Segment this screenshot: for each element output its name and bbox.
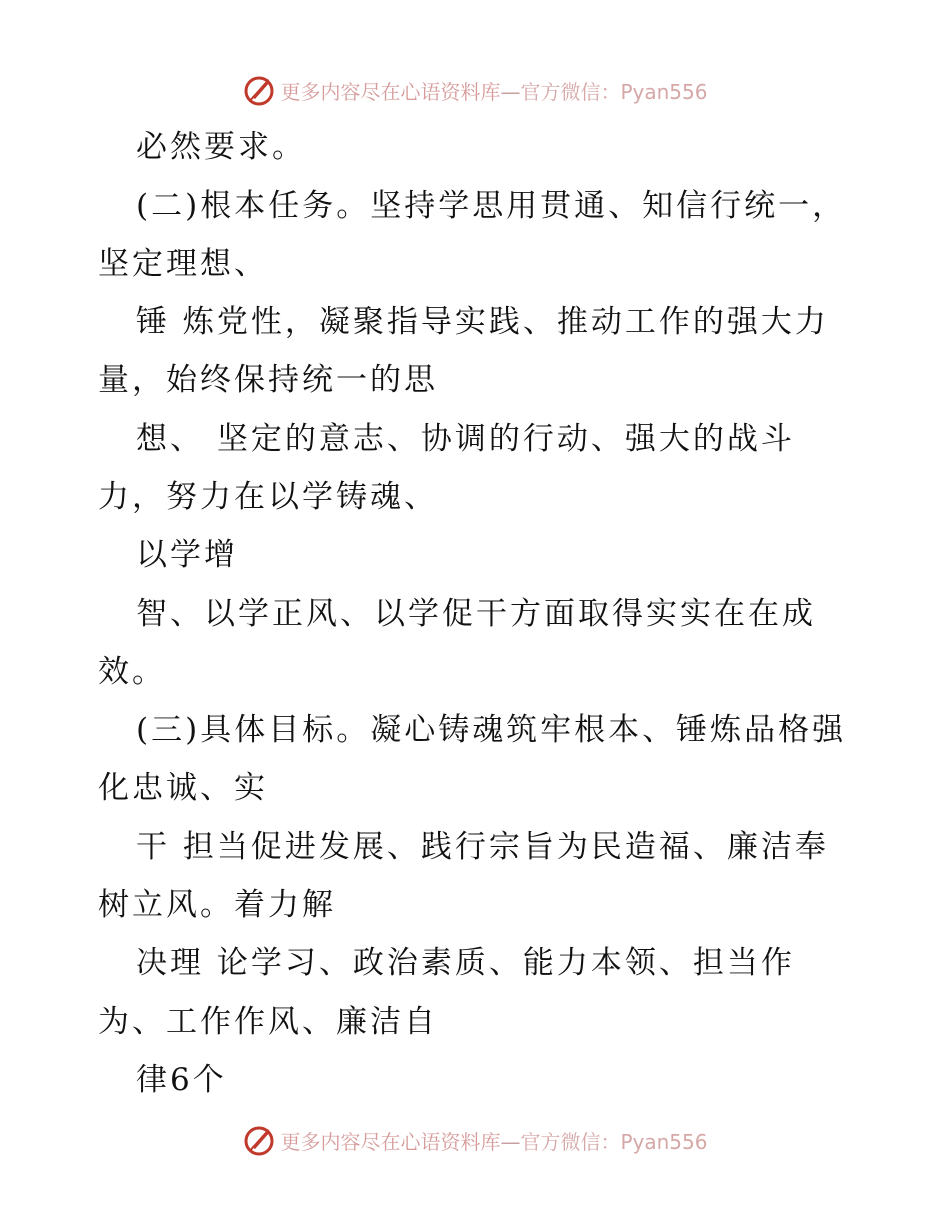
body-line: 力，努力在以学铸魂、 xyxy=(98,479,438,515)
watermark-separator: — xyxy=(500,1129,521,1154)
body-line: (三)具体目标。凝心铸魂筑牢根本、锤炼品格强 xyxy=(136,712,847,748)
body-line: 树立风。着力解 xyxy=(98,887,336,923)
watermark-account: 官方微信：Pyan556 xyxy=(520,79,708,104)
body-line: 量，始终保持统一的思 xyxy=(98,362,438,398)
body-line: 智、以学正风、以学促干方面取得实实在在成 xyxy=(136,596,816,632)
body-line: 律6个 xyxy=(136,1062,227,1098)
body-line: 为、工作作风、廉洁自 xyxy=(98,1004,438,1040)
watermark-account: 官方微信：Pyan556 xyxy=(520,1129,708,1154)
body-line: 锤 炼党性，凝聚指导实践、推动工作的强大力 xyxy=(136,304,829,340)
watermark-separator: — xyxy=(500,79,521,104)
watermark-brand: 更多内容尽在心语资料库 xyxy=(280,79,501,104)
watermark-text xyxy=(280,1126,707,1155)
watermark-brand: 更多内容尽在心语资料库 xyxy=(280,1129,501,1154)
body-line: 想、 坚定的意志、协调的行动、强大的战斗 xyxy=(136,421,795,457)
body-line: (二)根本任务。坚持学思用贯通、知信行统一， xyxy=(136,188,847,224)
body-line: 必然要求。 xyxy=(136,129,306,165)
body-line: 效。 xyxy=(98,654,166,690)
footer-watermark xyxy=(0,1120,950,1160)
body-line: 决理 论学习、政治素质、能力本领、担当作 xyxy=(136,945,795,981)
body-line: 以学增 xyxy=(136,537,238,573)
body-line: 干 担当促进发展、践行宗旨为民造福、廉洁奉 xyxy=(136,829,829,865)
body-line: 化忠诚、实 xyxy=(98,770,268,806)
body-line: 坚定理想、 xyxy=(98,246,268,282)
quill-logo-icon xyxy=(242,1123,276,1157)
